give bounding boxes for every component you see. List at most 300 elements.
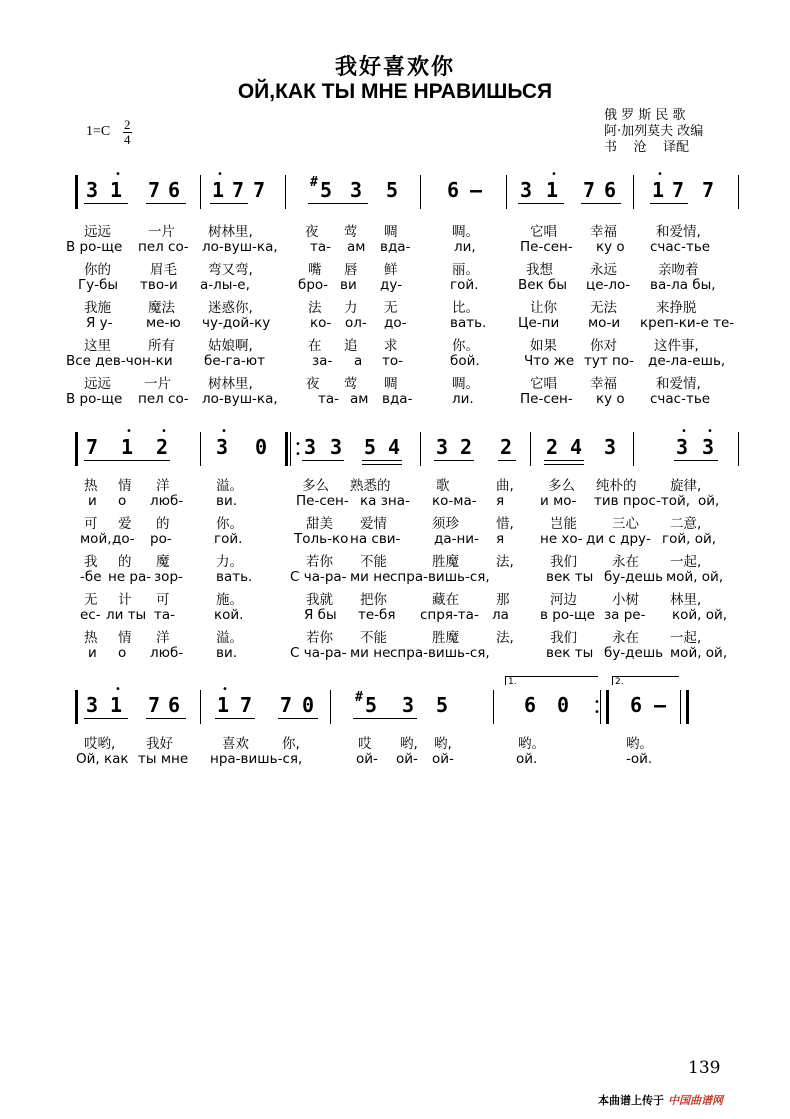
score-line-2: [0, 426, 790, 466]
lyric-syllable: а: [354, 353, 363, 369]
beam: [84, 203, 128, 204]
lyric-syllable: 曲,: [496, 478, 514, 494]
beam: [215, 718, 255, 719]
lyric-syllable: 莺: [344, 224, 358, 240]
lyric-syllable: 弯又弯,: [208, 262, 253, 278]
lyric-syllable: не ра-: [108, 569, 152, 585]
note: 3: [402, 693, 415, 717]
lyric-syllable: век ты: [546, 569, 594, 585]
octave-dot: •: [161, 426, 167, 437]
lyric-syllable: -ой.: [626, 751, 653, 767]
lyric-syllable: бро-: [298, 277, 329, 293]
note: 4: [570, 435, 583, 459]
lyric-syllable: 我: [84, 554, 98, 570]
repeat-dot: •: [594, 707, 600, 718]
note: 0: [255, 435, 268, 459]
credits: [604, 108, 703, 156]
time-bottom: 4: [124, 132, 131, 147]
lyric-syllable: 远远: [84, 224, 111, 240]
dash: –: [470, 178, 483, 202]
lyric-syllable: С ча-ра-: [290, 645, 347, 661]
beam: [308, 203, 368, 204]
note: 3: [86, 178, 99, 202]
lyric-syllable: 施。: [216, 592, 243, 608]
lyric-syllable: ми не: [350, 569, 391, 585]
octave-dot: •: [222, 684, 228, 695]
lyric-syllable: ес-: [80, 607, 101, 623]
beam: [84, 460, 170, 461]
note: 6: [524, 693, 537, 717]
octave-dot: •: [126, 426, 132, 437]
lyric-syllable: за ре-: [604, 607, 646, 623]
note: 0: [557, 693, 570, 717]
credit-origin: 俄 罗 斯 民 歌: [604, 108, 686, 123]
beam: [210, 203, 248, 204]
note: 5: [320, 178, 333, 202]
key-signature: 1=C: [86, 124, 111, 139]
title-russian: ОЙ,КАК ТЫ МНЕ НРАВИШЬСЯ: [237, 80, 553, 103]
lyric-syllable: 一起,: [670, 554, 702, 570]
lyric-syllable: 爱: [118, 516, 132, 532]
lyric-syllable: 多么: [302, 478, 329, 494]
note: 2: [546, 435, 559, 459]
note: 7: [232, 178, 245, 202]
note: 7: [86, 435, 99, 459]
note: 7: [672, 178, 685, 202]
lyric-syllable: 若你: [306, 554, 333, 570]
lyric-syllable: Гу-бы: [78, 277, 119, 293]
lyric-syllable: кой.: [214, 607, 244, 623]
lyric-syllable: Пе-сен-: [296, 493, 349, 509]
lyric-syllable: Что же: [524, 353, 575, 369]
lyric-syllable: 我施: [84, 300, 111, 316]
note: 7: [583, 178, 596, 202]
lyric-syllable: 你。: [452, 338, 479, 354]
lyric-syllable: ам: [347, 239, 366, 255]
octave-dot: •: [115, 684, 121, 695]
beam: [581, 203, 621, 204]
lyric-syllable: ло-вуш-ка,: [202, 391, 278, 407]
lyric-syllable: 我好: [146, 736, 173, 752]
lyric-syllable: бу-дешь: [604, 569, 664, 585]
lyric-syllable: 永在: [612, 554, 639, 570]
note: 3: [520, 178, 533, 202]
note: 6: [630, 693, 643, 717]
lyric-syllable: 力: [344, 300, 358, 316]
note: 1: [110, 693, 123, 717]
lyric-syllable: ой.: [516, 751, 538, 767]
note: 1: [546, 178, 559, 202]
lyric-syllable: на сви-: [350, 531, 401, 547]
lyric-syllable: 无法: [590, 300, 617, 316]
lyric-syllable: ро-: [150, 531, 172, 547]
lyric-syllable: 一片: [144, 376, 171, 392]
note: 2: [156, 435, 169, 459]
volta-1: 1.: [505, 676, 598, 685]
beam: [518, 203, 564, 204]
note: 0: [302, 693, 315, 717]
lyric-syllable: ви.: [216, 493, 238, 509]
beam: [434, 460, 474, 461]
lyric-syllable: 熟悉的: [350, 478, 391, 494]
lyric-syllable: 可: [156, 592, 170, 608]
lyric-syllable: Толь-ко: [294, 531, 349, 547]
lyric-syllable: 我就: [306, 592, 333, 608]
lyric-syllable: ли.: [452, 391, 474, 407]
lyric-syllable: та-: [310, 239, 332, 255]
beam: [353, 718, 417, 719]
lyric-syllable: 哎哟,: [84, 736, 116, 752]
lyric-syllable: ой-: [356, 751, 378, 767]
lyric-syllable: вда-: [380, 239, 411, 255]
note: 5: [365, 693, 378, 717]
lyric-syllable: 的: [118, 554, 132, 570]
lyric-syllable: 树林里,: [208, 376, 253, 392]
lyric-syllable: 法: [308, 300, 322, 316]
lyric-syllable: вать.: [216, 569, 253, 585]
lyric-syllable: 不能: [360, 554, 387, 570]
lyric-syllable: 哟,: [400, 736, 418, 752]
lyric-syllable: 岂能: [550, 516, 577, 532]
lyric-syllable: ку о: [596, 239, 625, 255]
beam: [544, 460, 584, 461]
lyric-syllable: 把你: [360, 592, 387, 608]
credit-translator: 书 沧 译配: [604, 140, 690, 155]
lyric-syllable: 魔法: [148, 300, 175, 316]
lyric-syllable: я: [496, 531, 505, 547]
note: 3: [676, 435, 689, 459]
lyric-syllable: ме-ю: [146, 315, 181, 331]
lyric-syllable: бу-дешь: [604, 645, 664, 661]
barline: [290, 432, 291, 466]
lyric-syllable: 和爱情,: [656, 224, 701, 240]
lyric-syllable: ко-: [310, 315, 332, 331]
repeat-dot: •: [594, 697, 600, 708]
lyric-syllable: вда-: [382, 391, 413, 407]
lyric-syllable: ам: [350, 391, 369, 407]
lyric-syllable: 溢。: [216, 478, 243, 494]
lyric-syllable: 溢。: [216, 630, 243, 646]
lyric-syllable: С ча-ра-: [290, 569, 347, 585]
note: 7: [280, 693, 293, 717]
note: 5: [364, 435, 377, 459]
lyric-syllable: я: [496, 493, 505, 509]
lyric-syllable: 二意,: [670, 516, 702, 532]
lyric-syllable: мо-и: [588, 315, 621, 331]
lyric-syllable: спра-вишь-ся,: [390, 569, 490, 585]
lyric-syllable: то-: [382, 353, 403, 369]
lyric-syllable: В ро-ще: [66, 239, 123, 255]
barline: [330, 690, 331, 724]
note: 5: [436, 693, 449, 717]
repeat-dot: •: [295, 439, 301, 450]
lyric-syllable: 在: [308, 338, 322, 354]
lyric-syllable: 若你: [306, 630, 333, 646]
lyric-syllable: Це-пи: [518, 315, 560, 331]
lyric-syllable: 哟。: [626, 736, 653, 752]
lyric-syllable: гой.: [450, 277, 479, 293]
note: 3: [216, 435, 229, 459]
lyric-syllable: 哎: [358, 736, 372, 752]
lyric-syllable: 唇: [344, 262, 358, 278]
lyric-syllable: ва-ла бы,: [650, 277, 716, 293]
lyric-syllable: 夜: [306, 376, 320, 392]
barline: [75, 432, 78, 466]
site-logo[interactable]: 中国曲谱网: [668, 1094, 723, 1107]
barline: [633, 175, 634, 209]
lyric-syllable: нра-вишь-ся,: [210, 751, 303, 767]
lyric-syllable: 亲吻着: [658, 262, 699, 278]
repeat-end-barline: [606, 690, 609, 724]
note: 5: [386, 178, 399, 202]
lyric-syllable: 法,: [496, 630, 514, 646]
lyric-syllable: де-ла-ешь,: [648, 353, 726, 369]
barline: [200, 432, 201, 466]
note: 7: [253, 178, 266, 202]
note: 3: [350, 178, 363, 202]
lyric-syllable: бе-га-ют: [204, 353, 265, 369]
barline: [493, 690, 494, 724]
lyric-syllable: ой-: [396, 751, 418, 767]
lyric-syllable: ой,: [698, 493, 720, 509]
lyric-syllable: ла: [492, 607, 509, 623]
barline: [75, 175, 78, 209]
lyric-syllable: ми не: [350, 645, 391, 661]
sharp-sign: #: [355, 690, 363, 705]
barline: [530, 432, 531, 466]
lyric-syllable: пел со-: [138, 239, 189, 255]
note: 2: [500, 435, 513, 459]
beam: [278, 718, 318, 719]
lyric-syllable: 须珍: [432, 516, 459, 532]
lyric-syllable: и мо-: [540, 493, 577, 509]
lyric-syllable: 旋律,: [670, 478, 702, 494]
lyric-syllable: ка зна-: [360, 493, 410, 509]
beam: [498, 460, 516, 461]
sharp-sign: #: [310, 175, 318, 190]
lyric-syllable: 远远: [84, 376, 111, 392]
note: 1: [652, 178, 665, 202]
beam: [362, 460, 402, 461]
lyric-syllable: 它唱: [530, 376, 557, 392]
note: 6: [168, 693, 181, 717]
beam: [302, 460, 344, 461]
lyric-syllable: пел со-: [138, 391, 189, 407]
lyric-syllable: 我们: [550, 630, 577, 646]
lyric-syllable: 热: [84, 630, 98, 646]
lyric-syllable: 丽。: [452, 262, 479, 278]
lyric-syllable: и: [88, 645, 97, 661]
lyric-syllable: вать.: [450, 315, 487, 331]
lyric-syllable: 和爱情,: [656, 376, 701, 392]
lyric-syllable: 一片: [148, 224, 175, 240]
lyric-syllable: и: [88, 493, 97, 509]
lyric-syllable: ли ты: [106, 607, 147, 623]
repeat-start-barline: [285, 432, 288, 466]
repeat-dot: •: [295, 449, 301, 460]
lyric-syllable: 我们: [550, 554, 577, 570]
note: 7: [148, 693, 161, 717]
lyric-syllable: 啁: [384, 224, 398, 240]
lyric-syllable: да-ни-: [434, 531, 479, 547]
lyric-syllable: тив прос-той,: [594, 493, 691, 509]
lyric-syllable: люб-: [150, 645, 184, 661]
lyric-syllable: 你。: [216, 516, 243, 532]
barline: [738, 175, 739, 209]
note: 3: [702, 435, 715, 459]
note: 1: [121, 435, 134, 459]
note: 3: [86, 693, 99, 717]
lyric-syllable: 小树: [612, 592, 639, 608]
barline: [200, 690, 201, 724]
lyric-syllable: 喜欢: [222, 736, 249, 752]
lyric-syllable: ку о: [596, 391, 625, 407]
lyric-syllable: 姑娘啊,: [208, 338, 253, 354]
dash: –: [654, 693, 667, 717]
lyric-syllable: 它唱: [530, 224, 557, 240]
lyric-syllable: 魔: [156, 554, 170, 570]
lyric-syllable: Пе-сен-: [520, 391, 573, 407]
lyric-syllable: 求: [384, 338, 398, 354]
lyric-syllable: спра-вишь-ся,: [390, 645, 490, 661]
note: 3: [304, 435, 317, 459]
time-top: 2: [124, 117, 131, 132]
time-signature: [123, 118, 132, 147]
lyric-syllable: Пе-сен-: [520, 239, 573, 255]
score-line-1: [0, 169, 790, 209]
lyric-syllable: 一起,: [670, 630, 702, 646]
lyric-syllable: 胜魔: [432, 554, 459, 570]
lyric-syllable: 你对: [590, 338, 617, 354]
lyric-syllable: о: [118, 645, 127, 661]
lyric-syllable: 来挣脱: [656, 300, 697, 316]
lyric-syllable: 洋: [156, 630, 170, 646]
barline: [420, 175, 421, 209]
lyric-syllable: ду-: [380, 277, 403, 293]
lyric-syllable: 那: [496, 592, 510, 608]
lyric-syllable: В ро-ще: [66, 391, 123, 407]
lyric-syllable: 永在: [612, 630, 639, 646]
octave-dot: •: [707, 426, 713, 437]
octave-dot: •: [657, 169, 663, 180]
lyric-syllable: ло-вуш-ка,: [202, 239, 278, 255]
beam: [674, 460, 718, 461]
lyric-syllable: -бе: [80, 569, 102, 585]
lyric-syllable: 三心: [612, 516, 639, 532]
lyric-syllable: 比。: [452, 300, 479, 316]
lyric-syllable: та-: [318, 391, 340, 407]
lyric-syllable: тут по-: [584, 353, 634, 369]
lyric-syllable: мой, ой,: [670, 645, 728, 661]
lyric-syllable: 啁。: [452, 224, 479, 240]
lyric-syllable: креп-ки-е те-: [640, 315, 735, 331]
note: 7: [702, 178, 715, 202]
lyric-syllable: гой.: [214, 531, 243, 547]
lyric-syllable: Все дев-чон-ки: [66, 353, 173, 369]
note: 1: [212, 178, 225, 202]
lyric-syllable: мой,: [80, 531, 112, 547]
note: 2: [460, 435, 473, 459]
lyric-syllable: 无: [84, 592, 98, 608]
lyric-syllable: Век бы: [518, 277, 567, 293]
note: 3: [604, 435, 617, 459]
barline: [633, 432, 634, 466]
lyric-syllable: 鲜: [384, 262, 398, 278]
note: 1: [217, 693, 230, 717]
lyric-syllable: до-: [112, 531, 135, 547]
lyric-syllable: 计: [118, 592, 132, 608]
lyric-syllable: 这件事,: [654, 338, 699, 354]
lyric-syllable: мой, ой,: [666, 569, 724, 585]
footer-text: 本曲谱上传于: [598, 1094, 664, 1107]
lyric-syllable: 哟。: [518, 736, 545, 752]
lyric-syllable: бой.: [450, 353, 480, 369]
note: 6: [168, 178, 181, 202]
beam: [362, 464, 402, 465]
lyric-syllable: 所有: [148, 338, 175, 354]
beam: [544, 464, 584, 465]
lyric-syllable: зор-: [154, 569, 183, 585]
lyric-syllable: 洋: [156, 478, 170, 494]
lyric-syllable: 可: [84, 516, 98, 532]
lyric-syllable: до-: [384, 315, 407, 331]
lyric-syllable: 无: [384, 300, 398, 316]
page-number: 139: [688, 1058, 721, 1078]
lyric-syllable: ко-ма-: [432, 493, 477, 509]
lyric-syllable: Ой, как: [76, 751, 129, 767]
lyric-syllable: 嘴: [308, 262, 322, 278]
lyric-syllable: ой-: [432, 751, 454, 767]
octave-dot: •: [221, 426, 227, 437]
lyric-syllable: счас-тье: [650, 391, 711, 407]
barline: [75, 690, 78, 724]
barline: [200, 175, 201, 209]
lyric-syllable: век ты: [546, 645, 594, 661]
lyric-syllable: ол-: [345, 315, 367, 331]
note: 6: [447, 178, 460, 202]
lyric-syllable: 胜魔: [432, 630, 459, 646]
note: 4: [388, 435, 401, 459]
barline: [285, 175, 286, 209]
note: 7: [148, 178, 161, 202]
score-line-3: [0, 677, 790, 724]
barline: [680, 690, 681, 724]
footer: [598, 1092, 723, 1108]
lyric-syllable: 热: [84, 478, 98, 494]
barline: [738, 432, 739, 466]
note: 7: [240, 693, 253, 717]
note: 3: [436, 435, 449, 459]
lyric-syllable: чу-дой-ку: [202, 315, 271, 331]
lyric-syllable: 你,: [282, 736, 300, 752]
lyric-syllable: за-: [312, 353, 333, 369]
lyric-syllable: 永远: [590, 262, 617, 278]
lyric-syllable: 多么: [548, 478, 575, 494]
lyric-syllable: в ро-ще: [540, 607, 595, 623]
lyric-syllable: гой, ой,: [662, 531, 717, 547]
lyric-syllable: 不能: [360, 630, 387, 646]
lyric-syllable: не хо-: [540, 531, 583, 547]
lyric-syllable: ви: [340, 277, 357, 293]
lyric-syllable: 追: [344, 338, 358, 354]
lyric-syllable: счас-тье: [650, 239, 711, 255]
lyric-syllable: кой, ой,: [672, 607, 728, 623]
lyric-syllable: 纯朴的: [596, 478, 637, 494]
volta-2: 2.: [612, 676, 679, 685]
beam: [650, 203, 688, 204]
lyric-syllable: 眉毛: [150, 262, 177, 278]
lyric-syllable: люб-: [150, 493, 184, 509]
